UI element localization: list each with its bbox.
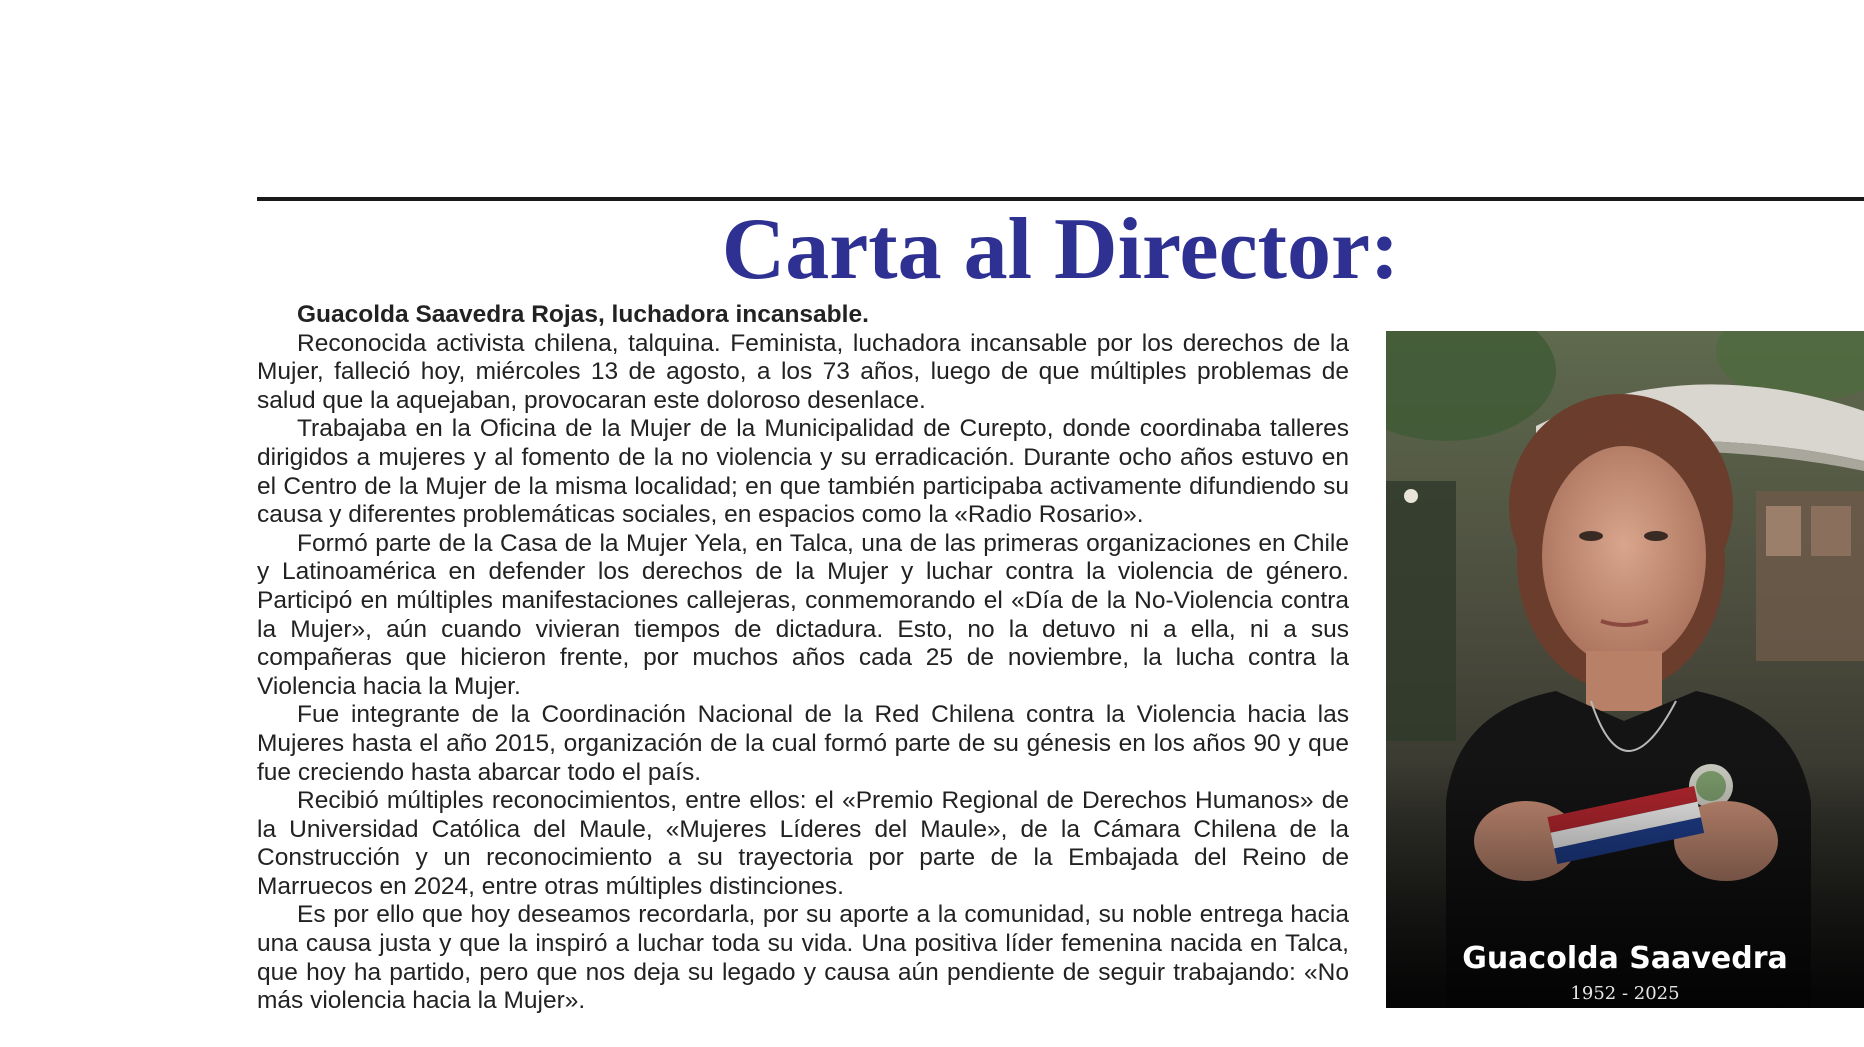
paragraph: Formó parte de la Casa de la Mujer Yela, en Talca, una de las primeras organizaciones en Chile y Latinoamérica en defender los derechos de la Mujer y luchar contra la violencia de género. Participó en múltiples manifestaciones callejeras, conmemorando el «Día de la No-Violencia contra la Mujer», aún cuando vivieran tiempos de dictadura. Esto, no la detuvo ni a ella, ni a sus compañeras que hicieron frente, por muchos años cada 25 de noviembre, la lucha contra la Violencia hacia la Mujer.: [257, 529, 1349, 700]
section-headline: Carta al Director:: [721, 201, 1400, 298]
letter-body: [257, 301, 1349, 1016]
photo-caption-name: Guacolda Saavedra: [1462, 941, 1788, 976]
portrait-photo: [1386, 331, 1864, 1008]
paragraph: Recibió múltiples reconocimientos, entre ellos: el «Premio Regional de Derechos Humanos» de la Universidad Católica del Maule, «Mujeres Líderes del Maule», de la Cámara Chilena de la Construcción y un reconocimiento a su trayectoria por parte de la Embajada del Reino de Marruecos en 2024, entre otras múltiples distinciones.: [257, 787, 1349, 900]
paragraph: Reconocida activista chilena, talquina. Feminista, luchadora incansable por los derechos de la Mujer, falleció hoy, miércoles 13 de agosto, a los 73 años, luego de que múltiples problemas de salud que la aquejaban, provocaran este doloroso desenlace.: [257, 329, 1349, 414]
paragraph: Fue integrante de la Coordinación Nacional de la Red Chilena contra la Violencia hacia las Mujeres hasta el año 2015, organización de la cual formó parte de su génesis en los años 90 y que fue creciendo hasta abarcar todo el país.: [257, 701, 1349, 786]
letter-subtitle: Guacolda Saavedra Rojas, luchadora incansable.: [297, 301, 869, 328]
portrait-illustration: [1386, 331, 1864, 1008]
paragraph: Trabajaba en la Oficina de la Mujer de la Municipalidad de Curepto, donde coordinaba talleres dirigidos a mujeres y al fomento de la no violencia y su erradicación. Durante ocho años estuvo en el Centro de la Mujer de la misma localidad; en que también participaba activamente difundiendo su causa y diferentes problemáticas sociales, en espacios como la «Radio Rosario».: [257, 415, 1349, 529]
paragraph: Es por ello que hoy deseamos recordarla, por su aporte a la comunidad, su noble entrega hacia una causa justa y que la inspiró a luchar toda su vida. Una positiva líder femenina nacida en Talca, que hoy ha partido, pero que nos deja su legado y causa aún pendiente de seguir trabajando: «No más violencia hacia la Mujer».: [257, 901, 1349, 1015]
photo-caption-years: 1952 - 2025: [1570, 983, 1680, 1004]
